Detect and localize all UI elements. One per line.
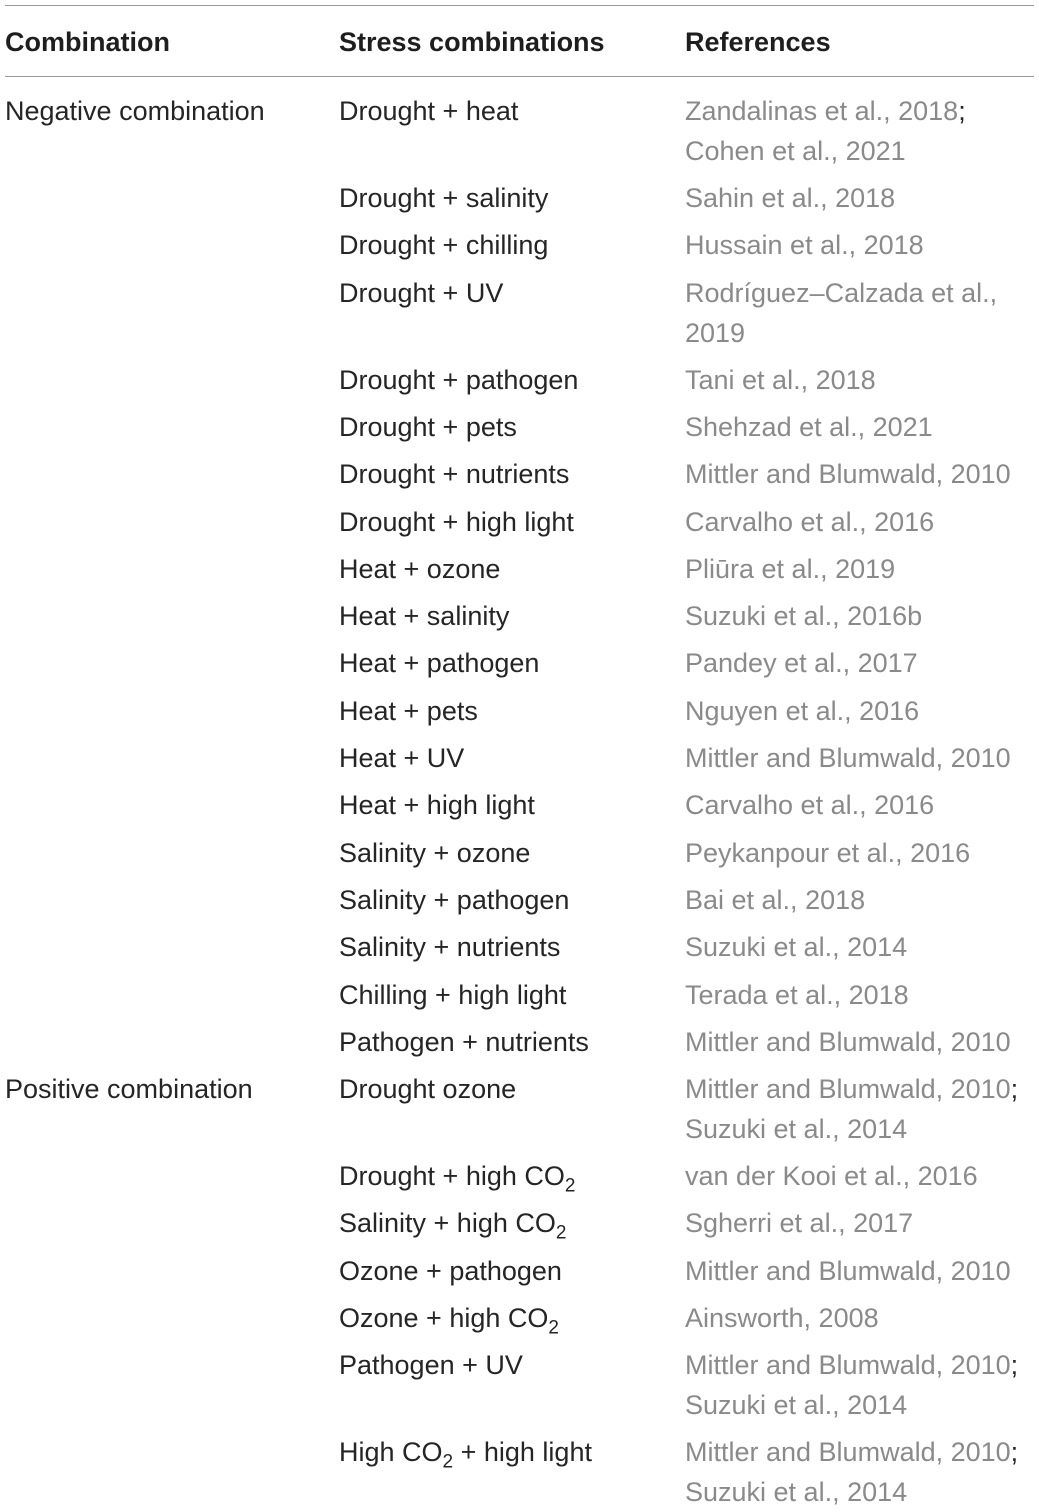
stress-combination-cell	[339, 91, 518, 131]
stress-combination-cell	[339, 1345, 523, 1385]
reference-cell	[685, 273, 1034, 353]
reference-link[interactable]: Sgherri et al., 2017	[685, 1208, 914, 1238]
reference-cell	[685, 549, 1034, 589]
stress-text: Drought + chilling	[339, 230, 549, 260]
reference-cell	[685, 178, 1034, 218]
reference-separator: ;	[958, 96, 966, 126]
stress-text: Salinity + ozone	[339, 838, 531, 868]
stress-combination-cell	[339, 596, 509, 636]
reference-separator: ;	[1010, 1074, 1019, 1104]
stress-combination-cell	[339, 273, 503, 313]
reference-cell	[685, 502, 1034, 542]
reference-cell	[685, 785, 1034, 825]
subscript: 2	[442, 1451, 454, 1473]
stress-text: Drought + nutrients	[339, 459, 570, 489]
stress-combination-cell	[339, 1156, 575, 1206]
reference-cell	[685, 225, 1034, 265]
stress-combination-cell	[339, 407, 517, 447]
reference-link[interactable]: Mittler and Blumwald, 2010	[685, 1256, 1011, 1286]
table-top-rule	[5, 5, 1034, 6]
reference-link[interactable]: Mittler and Blumwald, 2010	[685, 743, 1011, 773]
stress-combination-cell	[339, 1251, 562, 1291]
header-references: References	[685, 27, 831, 57]
stress-text: Heat + salinity	[339, 601, 510, 631]
stress-text: + high light	[453, 1437, 592, 1467]
stress-combination-cell	[339, 549, 500, 589]
reference-link[interactable]: Suzuki et al., 2016b	[685, 601, 923, 631]
reference-cell	[685, 454, 1034, 494]
reference-link[interactable]: Rodríguez–Calzada et al., 2019	[685, 278, 998, 348]
stress-combination-cell	[339, 927, 560, 967]
reference-link[interactable]: Zandalinas et al., 2018	[685, 96, 959, 126]
stress-combination-cell	[339, 1298, 559, 1348]
stress-text: Heat + pathogen	[339, 648, 540, 678]
header-rule	[5, 76, 1034, 77]
reference-cell	[685, 833, 1034, 873]
stress-text: Drought + pets	[339, 412, 517, 442]
stress-text: Heat + UV	[339, 743, 465, 773]
stress-text: Drought + high CO	[339, 1161, 565, 1191]
stress-text: Drought + salinity	[339, 183, 549, 213]
stress-combination-cell	[339, 975, 566, 1015]
reference-link[interactable]: Shehzad et al., 2021	[685, 412, 933, 442]
stress-combination-cell	[339, 502, 574, 542]
reference-cell	[685, 1298, 1034, 1338]
reference-link[interactable]: Pandey et al., 2017	[685, 648, 918, 678]
group-label: Positive combination	[5, 1074, 253, 1104]
stress-combination-cell	[339, 178, 548, 218]
reference-cell	[685, 975, 1034, 1015]
stress-text: Chilling + high light	[339, 980, 567, 1010]
reference-link[interactable]: Mittler and Blumwald, 2010	[685, 1027, 1011, 1057]
reference-cell	[685, 91, 1034, 171]
reference-link[interactable]: Hussain et al., 2018	[685, 230, 924, 260]
reference-link[interactable]: van der Kooi et al., 2016	[685, 1161, 978, 1191]
reference-cell	[685, 1069, 1034, 1149]
reference-link[interactable]: Nguyen et al., 2016	[685, 696, 920, 726]
subscript: 2	[548, 1317, 559, 1339]
stress-text: Heat + ozone	[339, 554, 501, 584]
reference-cell	[685, 738, 1034, 778]
reference-cell	[685, 1203, 1034, 1243]
stress-text: Heat + high light	[339, 790, 535, 820]
reference-cell	[685, 1345, 1034, 1425]
stress-text: Salinity + high CO	[339, 1208, 556, 1238]
reference-separator: ;	[1010, 1350, 1019, 1380]
reference-cell	[685, 596, 1034, 636]
stress-text: Pathogen + nutrients	[339, 1027, 589, 1057]
stress-text: Ozone + pathogen	[339, 1256, 562, 1286]
header-stress-combinations: Stress combinations	[339, 27, 605, 57]
reference-link[interactable]: Suzuki et al., 2014	[685, 1390, 908, 1420]
reference-link[interactable]: Mittler and Blumwald, 2010	[685, 1437, 1011, 1467]
stress-combination-cell	[339, 880, 569, 920]
reference-link[interactable]: Ainsworth, 2008	[685, 1303, 879, 1333]
stress-text: Drought + heat	[339, 96, 519, 126]
stress-text: Drought ozone	[339, 1074, 517, 1104]
reference-cell	[685, 407, 1034, 447]
stress-text: Pathogen + UV	[339, 1350, 523, 1380]
reference-link[interactable]: Mittler and Blumwald, 2010	[685, 1350, 1011, 1380]
subscript: 2	[564, 1175, 576, 1197]
stress-text: Heat + pets	[339, 696, 478, 726]
stress-combination-cell	[339, 833, 530, 873]
reference-link[interactable]: Bai et al., 2018	[685, 885, 866, 915]
stress-combination-cell	[339, 1069, 516, 1109]
stress-combination-cell	[339, 454, 569, 494]
reference-link[interactable]: Mittler and Blumwald, 2010	[685, 1074, 1011, 1104]
reference-link[interactable]: Peykanpour et al., 2016	[685, 838, 971, 868]
reference-cell	[685, 643, 1034, 683]
group-label: Negative combination	[5, 96, 265, 126]
stress-combination-cell	[339, 1022, 589, 1062]
stress-text: High CO	[339, 1437, 443, 1467]
reference-cell	[685, 360, 1034, 400]
reference-cell	[685, 1156, 1034, 1196]
stress-combination-cell	[339, 691, 478, 731]
reference-cell	[685, 880, 1034, 920]
stress-combination-cell	[339, 225, 548, 265]
stress-combination-cell	[339, 1203, 566, 1253]
stress-text: Drought + UV	[339, 278, 504, 308]
stress-text: Drought + pathogen	[339, 365, 579, 395]
stress-text: Drought + high light	[339, 507, 574, 537]
reference-cell	[685, 691, 1034, 731]
stress-combination-cell	[339, 643, 539, 683]
reference-cell	[685, 927, 1034, 967]
reference-link[interactable]: Carvalho et al., 2016	[685, 790, 935, 820]
reference-link[interactable]: Tani et al., 2018	[685, 365, 876, 395]
reference-cell	[685, 1022, 1034, 1062]
stress-text: Salinity + nutrients	[339, 932, 561, 962]
reference-link[interactable]: Suzuki et al., 2014	[685, 932, 908, 962]
reference-link[interactable]: Terada et al., 2018	[685, 980, 909, 1010]
header-combination: Combination	[5, 27, 170, 57]
reference-link[interactable]: Pliūra et al., 2019	[685, 554, 896, 584]
reference-link[interactable]: Suzuki et al., 2014	[685, 1114, 908, 1144]
reference-cell	[685, 1432, 1034, 1512]
stress-text: Ozone + high CO	[339, 1303, 549, 1333]
reference-cell	[685, 1251, 1034, 1291]
stress-combination-cell	[339, 360, 578, 400]
reference-link[interactable]: Mittler and Blumwald, 2010	[685, 459, 1011, 489]
reference-link[interactable]: Carvalho et al., 2016	[685, 507, 935, 537]
stress-combination-cell	[339, 738, 464, 778]
stress-text: Salinity + pathogen	[339, 885, 570, 915]
reference-link[interactable]: Suzuki et al., 2014	[685, 1477, 908, 1507]
stress-combination-cell	[339, 1432, 592, 1482]
stress-combination-cell	[339, 785, 535, 825]
reference-separator: ;	[1010, 1437, 1019, 1467]
subscript: 2	[555, 1222, 567, 1244]
reference-link[interactable]: Sahin et al., 2018	[685, 183, 896, 213]
reference-link[interactable]: Cohen et al., 2021	[685, 136, 906, 166]
